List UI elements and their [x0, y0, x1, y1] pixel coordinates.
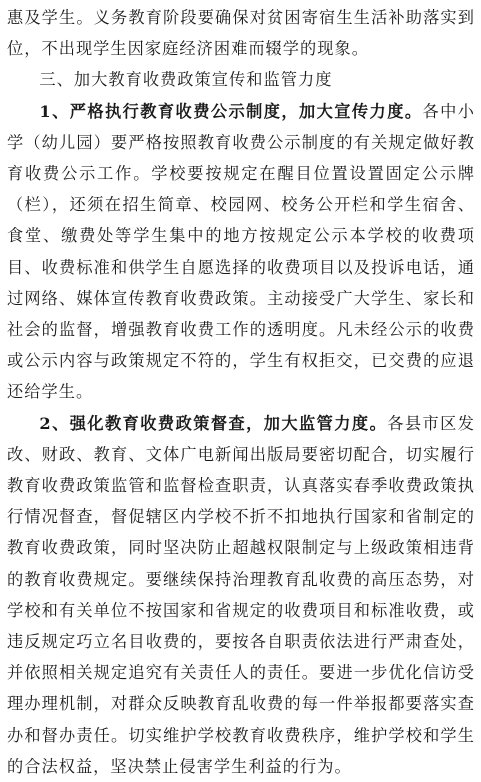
- item-1-paragraph: [7, 96, 475, 408]
- section-heading: 三、加大教育收费政策宣传和监管力度: [39, 70, 333, 90]
- continued-paragraph: 惠及学生。义务教育阶段要确保对贫困寄宿生生活补助落实到位，不出现学生因家庭经济困难而辍学的现象。: [7, 8, 475, 59]
- item-1-lead: 1、严格执行教育收费公示制度，加大宣传力度。: [39, 101, 423, 121]
- item-1-body: 各中小学（幼儿园）要严格按照教育收费公示制度的有关规定做好教育收费公示工作。学校要按规定在醒目位置设置固定公示牌（栏），还须在招生简章、校园网、校务公开栏和学生宿舍、食堂、缴费处等学生集中的地方按规定公示本学校的收费项目、收费标准和供学生自愿选择的收费项目以及投诉电话，通过网络、媒体宣传教育收费政策。主动接受广大学生、家长和社会的监督，增强教育收费工作的透明度。凡未经公示的收费或公示内容与政策规定不符的，学生有权拒交，已交费的应退还给学生。: [7, 101, 475, 402]
- item-2-body: 各县市区发改、财政、教育、文体广电新闻出版局要密切配合，切实履行教育收费政策监管和监督检查职责，认真落实春季收费政策执行情况督查，督促辖区内学校不折不扣地执行国家和省制定的教育收费政策，同时坚决防止超越权限制定与上级政策相违背的教育收费规定。要继续保持治理教育乱收费的高压态势，对学校和有关单位不按国家和省规定的收费项目和标准收费，或违反规定巧立名目收费的，要按各自职责依法进行严肃查处，并依照相关规定追究有关责任人的责任。要进一步优化信访受理办理机制，对群众反映教育乱收费的每一件举报都要落实查办和督办责任。切实维护学校教育收费秩序，维护学校和学生的合法权益，坚决禁止侵害学生利益的行为。: [7, 413, 476, 776]
- item-2-paragraph: [7, 408, 475, 782]
- item-2-lead: 2、强化教育收费政策督查，加大监管力度。: [39, 413, 388, 433]
